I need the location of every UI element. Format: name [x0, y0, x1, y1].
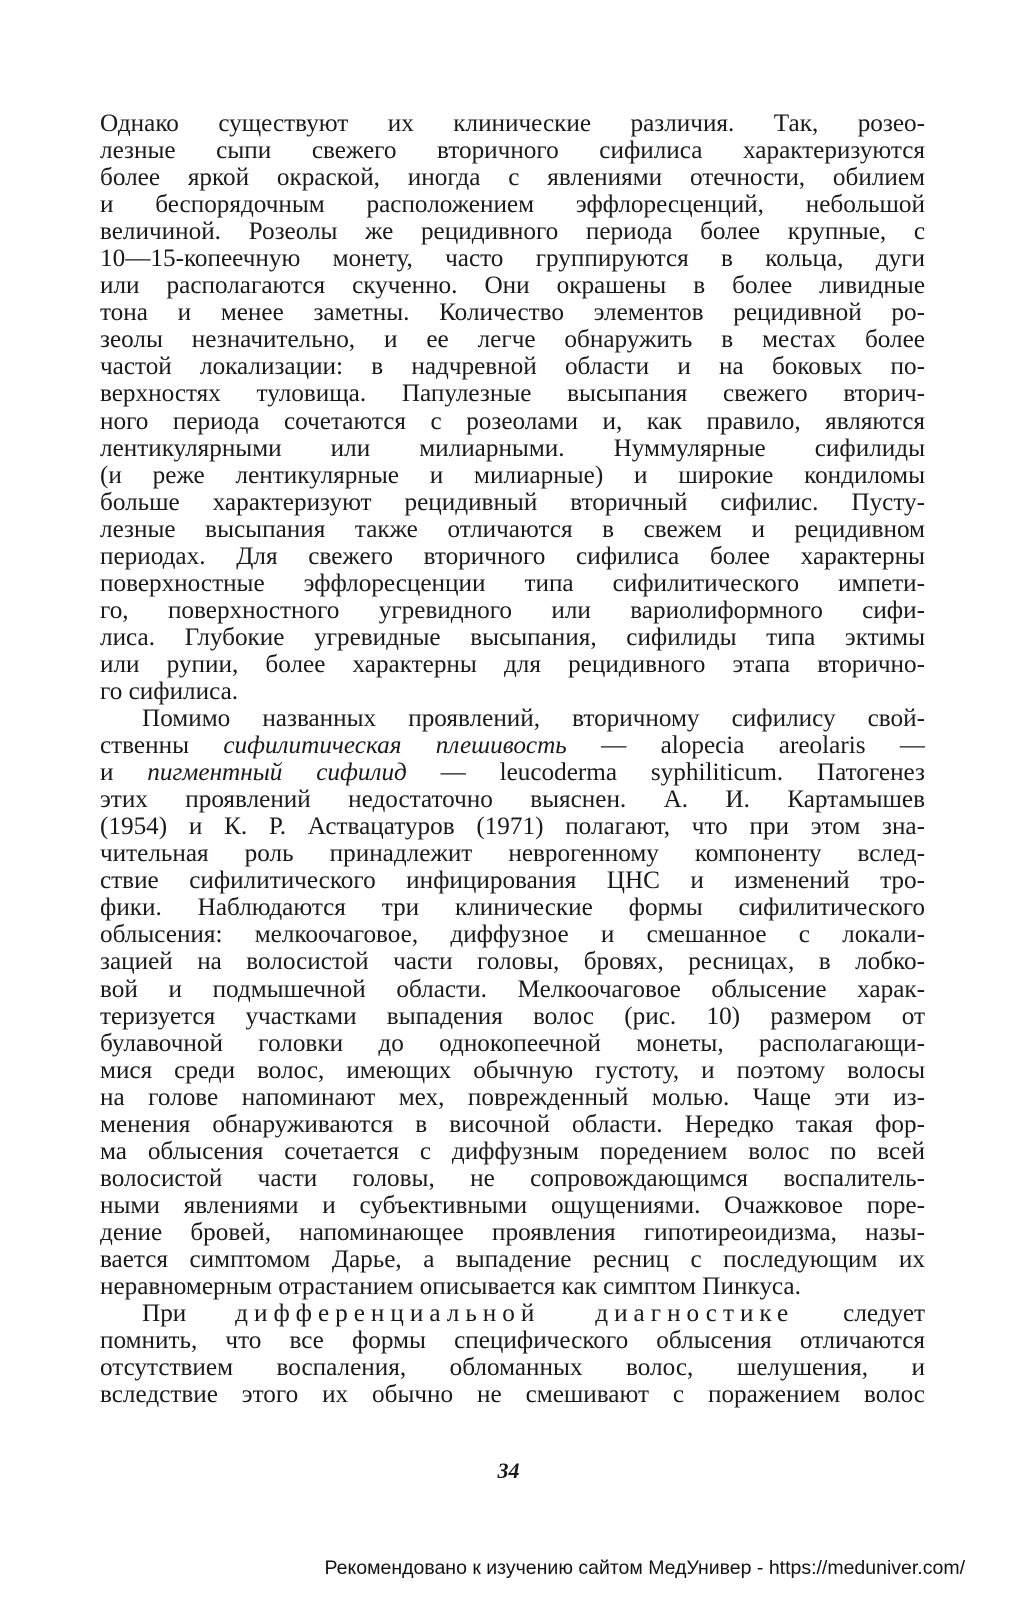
text-line: фики. Наблюдаются три клинические формы сифилитического: [100, 894, 925, 922]
page-body: [100, 110, 925, 1408]
text-line: вой и подмышечной области. Мелкоочаговое облысение харак-: [100, 975, 925, 1003]
text-line: ного периода сочетаются с розеолами и, как правило, являются: [100, 407, 925, 435]
text-line: (и реже лентикулярные и милиарные) и широкие кондиломы: [100, 461, 925, 489]
paragraph: [100, 705, 925, 1300]
text-line: При дифференциальной диагностике следует: [142, 1300, 925, 1328]
text-line: величиной. Розеолы же рецидивного периода более крупные, с: [100, 218, 925, 246]
text-line: ма облысения сочетается с диффузным поредением волос по всей: [100, 1137, 925, 1165]
text-line: менения обнаруживаются в височной области. Нередко такая фор-: [100, 1110, 925, 1138]
text-line: поверхностные эффлоресценции типа сифилитического импети-: [100, 569, 925, 597]
text-line: ственны сифилитическая плешивость — alopecia areolaris —: [100, 732, 925, 760]
text-line: зацией на волосистой части головы, бровях, ресницах, в лобко-: [100, 948, 925, 976]
text-line: больше характеризуют рецидивный вторичный сифилис. Пусту-: [100, 488, 925, 516]
text-line: зеолы незначительно, и ее легче обнаружить в местах более: [100, 326, 925, 354]
footer-watermark: Рекомендовано к изучению сайтом МедУнивер - https://meduniver.com/: [324, 1557, 965, 1579]
text-line: лезные высыпания также отличаются в свежем и рецидивном: [100, 515, 925, 543]
text-line: Однако существуют их клинические различия. Так, розео-: [100, 110, 925, 137]
text-line: периодах. Для свежего вторичного сифилиса более характерны: [100, 542, 925, 570]
text-line: булавочной головки до однокопеечной монеты, располагающи-: [100, 1029, 925, 1057]
text-line: неравномерным отрастанием описывается как симптом Пинкуса.: [100, 1273, 801, 1301]
text-line: лезные сыпи свежего вторичного сифилиса характеризуются: [100, 137, 925, 165]
text-line: дение бровей, напоминающее проявления гипотиреоидизма, назы-: [100, 1218, 925, 1246]
text-line: тона и менее заметны. Количество элементов рецидивной ро-: [100, 299, 925, 327]
text-line: отсутствием воспаления, обломанных волос, шелушения, и: [100, 1354, 925, 1382]
text-line: и беспорядочным расположением эффлоресценций, небольшой: [100, 191, 925, 219]
text-line: ствие сифилитического инфицирования ЦНС и изменений тро-: [100, 867, 925, 895]
text-line: Помимо названных проявлений, вторичному сифилису свой-: [142, 705, 925, 733]
paragraph: [100, 110, 925, 705]
text-line: помнить, что все формы специфического облысения отличаются: [100, 1327, 925, 1355]
text-line: ными явлениями и субъективными ощущениями. Очажковое поре-: [100, 1191, 925, 1219]
text-line: вследствие этого их обычно не смешивают с поражением волос: [100, 1381, 925, 1409]
text-line: мися среди волос, имеющих обычную густоту, и поэтому волосы: [100, 1056, 925, 1084]
text-line: вается симптомом Дарье, а выпадение ресниц с последующим их: [100, 1245, 925, 1273]
spaced-term: дифференциальной диагностике: [235, 1300, 795, 1328]
text-line: более яркой окраской, иногда с явлениями отечности, обилием: [100, 164, 925, 192]
text-line: теризуется участками выпадения волос (рис. 10) размером от: [100, 1002, 925, 1030]
text-line: и пигментный сифилид — leucoderma syphiliticum. Патогенез: [100, 759, 925, 787]
text-line: или рупии, более характерны для рецидивного этапа вторично-: [100, 650, 925, 678]
text-line: го, поверхностного угревидного или вариолиформного сифи-: [100, 596, 925, 624]
text-line: на голове напоминают мех, поврежденный молью. Чаще эти из-: [100, 1083, 925, 1111]
text-line: 10—15-копеечную монету, часто группируются в кольца, дуги: [100, 245, 925, 273]
text-line: лентикулярными или милиарными. Нуммулярные сифилиды: [100, 434, 925, 462]
text-line: этих проявлений недостаточно выяснен. А. И. Картамышев: [100, 786, 925, 814]
text-line: го сифилиса.: [100, 677, 239, 705]
text-line: волосистой части головы, не сопровождающимся воспалитель-: [100, 1164, 925, 1192]
paragraph: [100, 1300, 925, 1408]
text-line: (1954) и К. Р. Аствацатуров (1971) полагают, что при этом зна-: [100, 813, 925, 841]
text-line: частой локализации: в надчревной области и на боковых по-: [100, 353, 925, 381]
text-line: или располагаются скученно. Они окрашены в более ливидные: [100, 272, 925, 300]
text-line: чительная роль принадлежит неврогенному компоненту вслед-: [100, 840, 925, 868]
text-line: лиса. Глубокие угревидные высыпания, сифилиды типа эктимы: [100, 623, 925, 651]
text-line: верхностях туловища. Папулезные высыпания свежего вторич-: [100, 380, 925, 408]
italic-term: пигментный сифилид: [147, 759, 407, 787]
page-number: 34: [497, 1458, 520, 1483]
italic-term: сифилитическая плешивость: [223, 732, 567, 760]
text-line: облысения: мелкоочаговое, диффузное и смешанное с локали-: [100, 921, 925, 949]
